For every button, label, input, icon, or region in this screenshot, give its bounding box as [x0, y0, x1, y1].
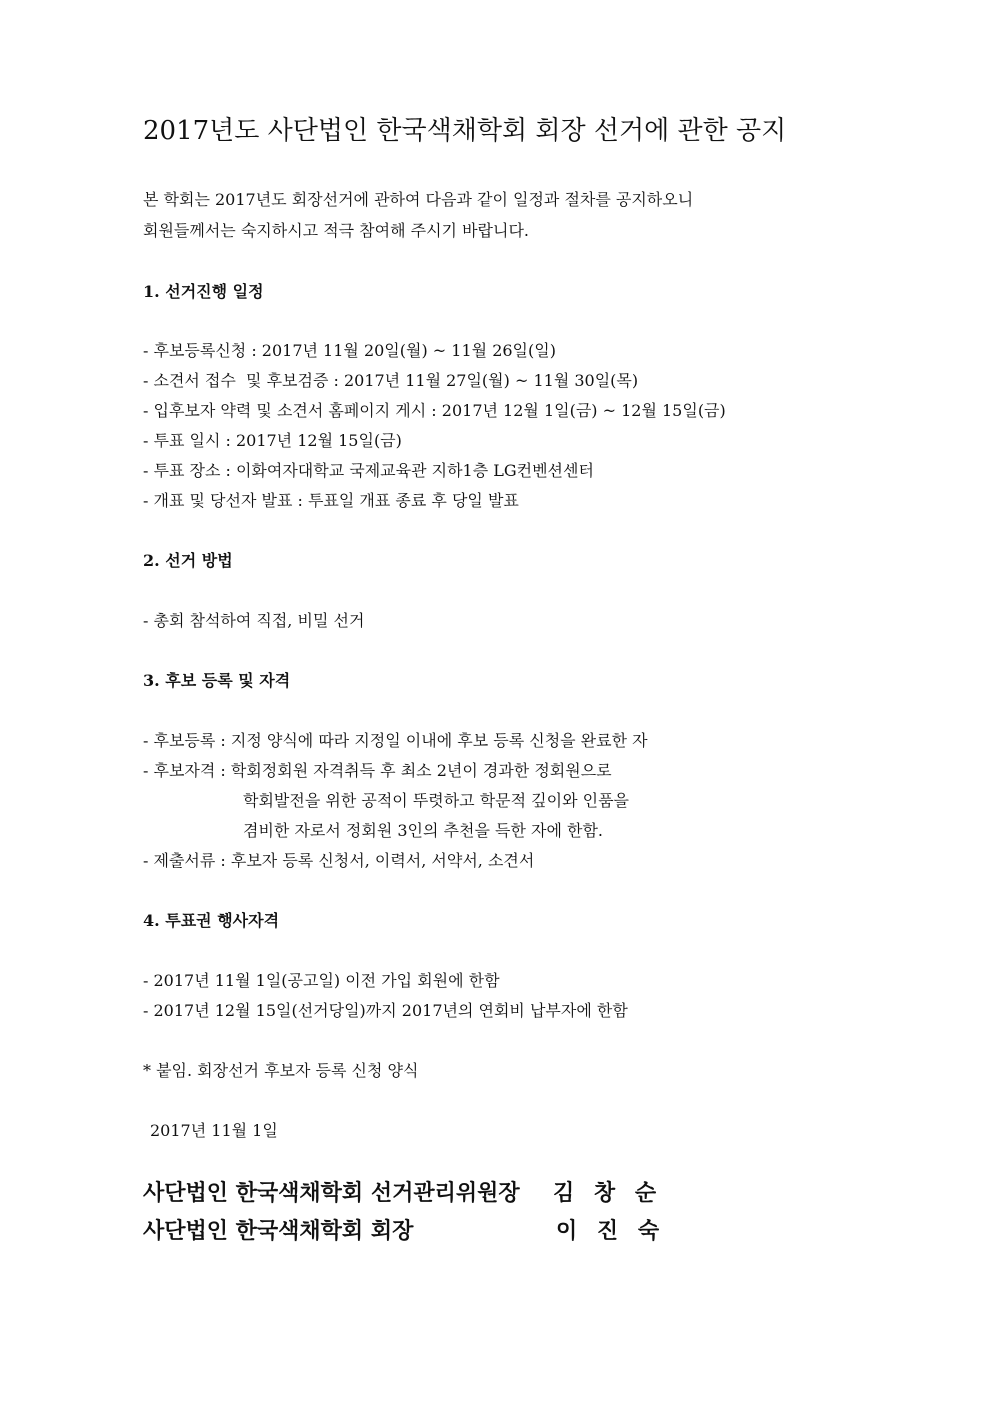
eligibility-item: - 2017년 11월 1일(공고일) 이전 가입 회원에 한함 — [143, 971, 500, 990]
schedule-item: - 후보등록신청 : 2017년 11월 20일(월) ~ 11월 26일(일) — [143, 341, 556, 360]
eligibility-item: - 2017년 12월 15일(선거당일)까지 2017년의 연회비 납부자에 한함 — [143, 1001, 628, 1020]
attachment-note: * 붙임. 회장선거 후보자 등록 신청 양식 — [143, 1061, 419, 1080]
section-heading-registration: 3. 후보 등록 및 자격 — [143, 671, 291, 690]
schedule-item: - 소견서 접수 및 후보검증 : 2017년 11월 27일(월) ~ 11월 30일(목) — [143, 371, 639, 390]
signature-title-president: 사단법인 한국색채학회 회장 — [143, 1219, 414, 1244]
intro-line-1: 본 학회는 2017년도 회장선거에 관하여 다음과 같이 일정과 절차를 공지하오니 — [143, 190, 694, 209]
signature-title-committee-chair: 사단법인 한국색채학회 선거관리위원장 — [143, 1181, 520, 1206]
section-heading-method: 2. 선거 방법 — [143, 551, 233, 570]
section-heading-voting-eligibility: 4. 투표권 행사자격 — [143, 911, 280, 930]
registration-item-continuation: 겸비한 자로서 정회원 3인의 추천을 득한 자에 한함. — [243, 821, 603, 840]
document-title: 2017년도 사단법인 한국색채학회 회장 선거에 관한 공지 — [143, 116, 787, 146]
signature-name-committee-chair: 김 창 순 — [553, 1181, 663, 1206]
registration-item-continuation: 학회발전을 위한 공적이 뚜렷하고 학문적 깊이와 인품을 — [243, 791, 630, 810]
signature-name-president: 이 진 숙 — [556, 1219, 666, 1244]
schedule-item: - 입후보자 약력 및 소견서 홈페이지 게시 : 2017년 12월 1일(금) ~ 12월 15일(금) — [143, 401, 726, 420]
schedule-item: - 투표 일시 : 2017년 12월 15일(금) — [143, 431, 402, 450]
notice-date: 2017년 11월 1일 — [150, 1121, 278, 1140]
registration-item: - 후보등록 : 지정 양식에 따라 지정일 이내에 후보 등록 신청을 완료한 자 — [143, 731, 648, 750]
schedule-item: - 개표 및 당선자 발표 : 투표일 개표 종료 후 당일 발표 — [143, 491, 519, 510]
section-heading-schedule: 1. 선거진행 일정 — [143, 282, 264, 301]
intro-line-2: 회원들께서는 숙지하시고 적극 참여해 주시기 바랍니다. — [143, 221, 530, 240]
registration-item: - 제출서류 : 후보자 등록 신청서, 이력서, 서약서, 소견서 — [143, 851, 535, 870]
registration-item: - 후보자격 : 학회정회원 자격취득 후 최소 2년이 경과한 정회원으로 — [143, 761, 612, 780]
method-item: - 총회 참석하여 직접, 비밀 선거 — [143, 611, 365, 630]
schedule-item: - 투표 장소 : 이화여자대학교 국제교육관 지하1층 LG컨벤션센터 — [143, 461, 594, 480]
